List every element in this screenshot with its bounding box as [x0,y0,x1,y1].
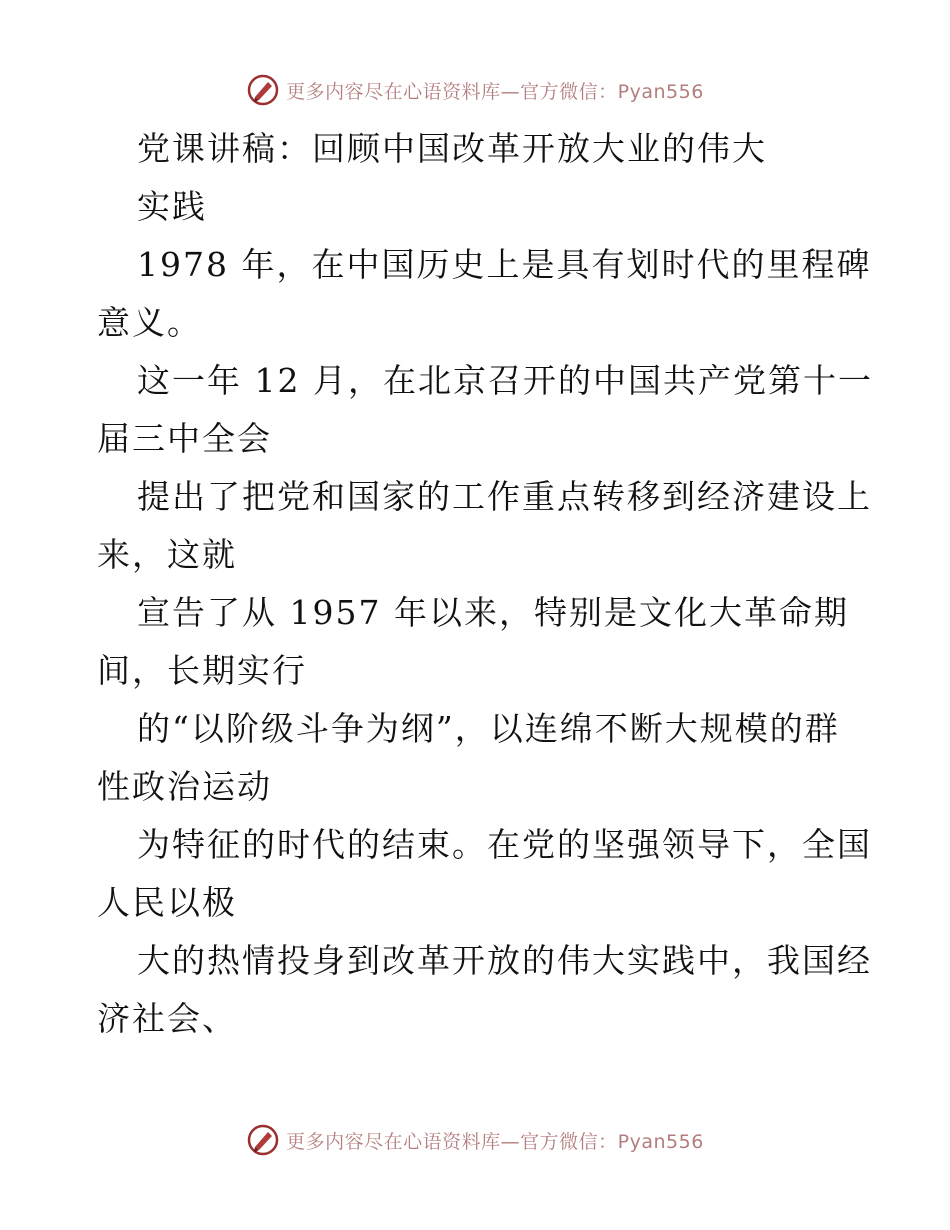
footer-watermark [0,1120,950,1160]
text-line: 为特征的时代的结束。在党的坚强领导下，全国 [137,825,872,864]
watermark-text: 更多内容尽在心语资料库—官方微信：Pyan556 [286,1130,704,1153]
text-line: 性政治运动 [97,767,272,806]
text-line: 济社会、 [97,999,237,1038]
text-line: 间，长期实行 [97,651,307,690]
watermark-text: 更多内容尽在心语资料库—官方微信：Pyan556 [286,80,704,103]
pen-logo-icon [246,73,280,107]
text-line: 届三中全会 [97,419,272,458]
text-line: 这一年 12 月，在北京召开的中国共产党第十一 [137,361,873,400]
pen-logo-icon [246,1123,280,1157]
text-line: 来，这就 [97,535,237,574]
document-body [97,120,873,1048]
text-line: 大的热情投身到改革开放的伟大实践中，我国经 [137,941,872,980]
text-line: 1978 年，在中国历史上是具有划时代的里程碑 [137,245,872,284]
text-line: 人民以极 [97,883,237,922]
text-line: 意义。 [97,303,202,342]
text-line: 的“以阶级斗争为纲”，以连绵不断大规模的群 [137,709,840,748]
header-watermark [0,70,950,110]
text-line: 党课讲稿：回顾中国改革开放大业的伟大 [137,129,767,168]
text-line: 宣告了从 1957 年以来，特别是文化大革命期 [137,593,849,632]
text-line: 实践 [137,187,207,226]
text-line: 提出了把党和国家的工作重点转移到经济建设上 [137,477,872,516]
